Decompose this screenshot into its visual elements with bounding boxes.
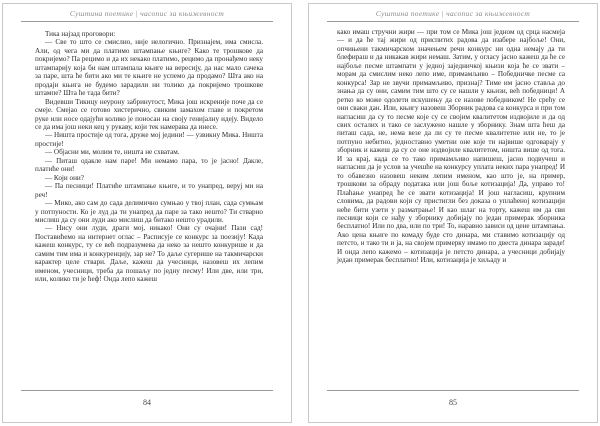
- page-body: [35, 30, 263, 284]
- header-rule: [21, 21, 273, 22]
- footer-rule: [21, 390, 273, 391]
- right-page: [308, 3, 598, 423]
- page-body: [337, 28, 565, 265]
- paragraph: како имаш стручни жири — при том се Мика још једном од срца насмеја — и да ће тај жири од приспитих радова да изабере најбоље! Они, опчињени такмичарском значењем речи конкурс ни одна немају да ти блефираш и да никакав жири немаш. Затим, у огласу јасно кажеш да ће се најбоље песме штампати у једној заједничкој књизи која ће се звати – морам да смислим неко лепо име, примамљиво – Победничке песме са конкурса! Зар не звучи примамљиво, признај? Тиме им јасно ставља до знања да су они, самим тим што су се нашли у књизи, већ победници! А ретко ко може одолети искушењу да се назове победником! Не срећу се они сваки дан. Или, књигу назовеш Зборник радова са конкурса и при том нагласиш да су то песме које су се својим квалитетом издвојиле и да од свих осталих и тако се заслужено нашле у зборнику. Знам шта ћеш да питаш сада, не, нема везе да ли су те песме квалитетне или не, то је потпуно небитно, једноставно уметни оне које ти највише одговарају у зборник и кажеш да су се оне издвојиле квалитетом, ништа више од тога. И за крај, када се то тако примамљиво напишеш, јасно подвучеш и нагласиш да је услов за учешће на конкурсу уплата неких пара унапред! И то обавезно назовеш неким лепим именом, као што је, на пример, трошкови за обраду података или још боље котизација! Да, управо то! Плаћање унапред ће се звати котизација! И још нагласиш, крупним словима, да радови који су пристигли без доказа о уплаћеној котизацији неће бити узети у разматрање! И као шлаг на торту, кажеш им да сви песници који се нађу у зборнику добијају по један примерак зборника бесплатно! Или по два, или по три! То, наравно зависи од цене штампања. Ако цена књиге по комаду буде сто динара, ми ставимо котизацију од петсто, и тако ти и ја, на својем примерку имамо по двеста динара зараде! И онда лепо кажемо – котизација је петсто динара, а учесници добијају један примерак бесплатно! Или, котизација је хиљаду и: [337, 28, 565, 265]
- running-header: Суштина поетике | часопис за књижевност: [375, 9, 531, 18]
- paragraph: Видевши Тикицу неурону забринутост, Мика још искреније поче да се смеје. Смејао се готово хистерично, свиким замахом главе и покретом руке или носе одајући колико је поносан на своју генијалну идеју. Видело се да има још неки кец у рукаву, који тек намерава да инесе.: [35, 97, 263, 131]
- running-header: Суштина поетике | часопис за књижевност: [69, 9, 225, 18]
- paragraph: — Нису они луди, драги мој, никако! Они су очајни! Пази сад! Поставићемо на интернет оглас – Расписује се конкурс за поезију! Када кажеш конкурс, ту се већ подразумева да неко за нешто конкурише и да самим тим има и конкуренцију, зар не? То даље сугерише на такмичарски карактер целе ствари. Даље, кажеш да учесници, назовеш их лепим именом, учесници, треба да пошаљу по једну песму! Или две, или три, или, колико ти је ћеф! Онда лепо кажеш: [35, 224, 263, 284]
- paragraph: — Па песници! Платиће штампање књиге, и то унапред, веруј ми на реч!: [35, 182, 263, 199]
- left-page: [2, 3, 292, 423]
- paragraph: — Све то што се смислио, није нелогично. Признајем, има смисла. Али, од чега ми да платимо штампање књиге? Како те трошкове да покријемо? Па рецимо и да их некако платимо, рецимо да пронађемо неку штампарију која би нам штампала књиге на вересију, да нас мало сачека за паре, шта ће бити ако ми те књиге не успемо да продамо? Шта ако на продаји књига не будемо зарадили ни толико да покријемо трошкове штампе? Шта ће тада бити?: [35, 38, 263, 98]
- header-rule: [327, 21, 579, 22]
- page-number: 85: [449, 398, 457, 407]
- paragraph: — Ништа простије од тога, друже мој једини! — узвикну Мика. Ништа простије!: [35, 131, 263, 148]
- paragraph: — Мико, ако сам до сада делимично сумњао у твој план, сада сумњам у потпуности. Ко је луд да ти унапред да паре за тако нешто? Ти стварно мислиш да су они луди ако мислиш да битако нешто урадили.: [35, 199, 263, 224]
- paragraph: — Који они?: [45, 173, 84, 182]
- page-number: 84: [143, 398, 151, 407]
- footer-rule: [327, 390, 579, 391]
- paragraph: Тика најзад проговори:: [45, 30, 116, 38]
- paragraph: — Објасни ми, молим те, ништа не схватам.: [45, 148, 180, 157]
- paragraph: — Питаш одакле нам паре! Ми немамо пара, то је јасно! Дакле, платиће они!: [35, 156, 263, 174]
